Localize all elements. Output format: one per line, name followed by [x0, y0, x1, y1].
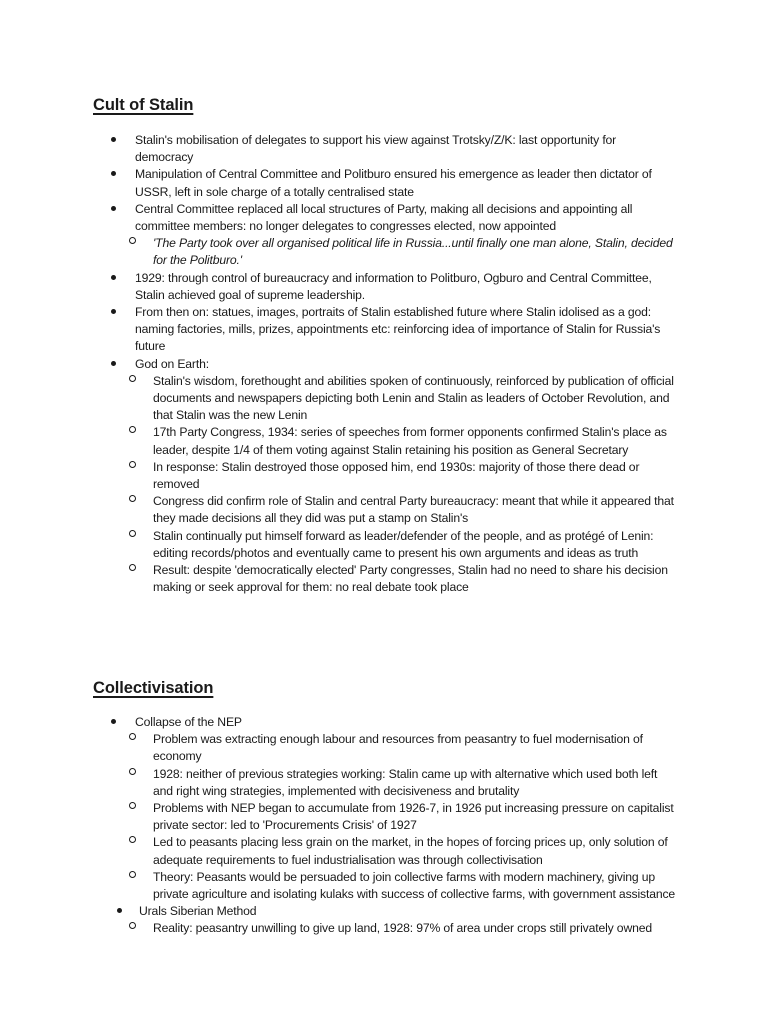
bullet-text: Problems with NEP began to accumulate from 1926-7, in 1926 put increasing pressure on capitalist private sector: led to 'Procurements Crisis' of 1927 — [153, 801, 674, 833]
filled-bullet-icon — [111, 132, 116, 149]
bullet-text: Led to peasants placing less grain on the market, in the hopes of forcing prices up, only solution of adequate requirements to fuel industrialisation was through collectivisation — [153, 835, 668, 867]
sub-bullet-item — [0, 920, 678, 937]
filled-bullet-icon — [111, 270, 116, 287]
sub-bullet-item — [0, 459, 678, 493]
bullet-text: In response: Stalin destroyed those opposed him, end 1930s: majority of those there dead or removed — [153, 459, 640, 492]
sub-bullet-item — [0, 731, 678, 765]
hollow-bullet-icon — [129, 424, 136, 441]
section-heading-collectivisation: Collectivisation — [93, 679, 214, 697]
cult-of-stalin-list — [0, 132, 768, 596]
filled-bullet-icon — [111, 356, 116, 373]
hollow-bullet-icon — [129, 235, 136, 252]
sub-bullet-item — [0, 493, 678, 527]
bullet-item — [0, 356, 675, 373]
hollow-bullet-icon — [129, 562, 136, 579]
bullet-text: From then on: statues, images, portraits of Stalin established future where Stalin idolised as a god: naming factories, mills, prizes, appointments etc: reinforcing idea of importance of Stalin for Russia's future — [135, 305, 661, 354]
sub-bullet-item — [0, 373, 678, 425]
sub-bullet-item — [0, 800, 678, 834]
hollow-bullet-icon — [129, 834, 136, 851]
hollow-bullet-icon — [129, 528, 136, 545]
bullet-text: Congress did confirm role of Stalin and central Party bureaucracy: meant that while it appeared that they made decisions all they did was put a stamp on Stalin's — [153, 494, 674, 526]
bullet-text: Stalin's wisdom, forethought and abilities spoken of continuously, reinforced by publication of official documents and newspapers depicting both Lenin and Stalin as leaders of October Revolution, and that Stalin was the new Lenin — [153, 373, 674, 423]
bullet-text: Result: despite 'democratically elected' Party congresses, Stalin had no need to share his decision making or seek approval for them: no real debate took place — [153, 563, 668, 595]
filled-bullet-icon — [111, 201, 116, 218]
sub-bullet-item — [0, 528, 678, 562]
bullet-text: 17th Party Congress, 1934: series of speeches from former opponents confirmed Stalin's place as leader, despite 1/4 of them voting against Stalin retaining his position as General Secretary — [153, 425, 667, 457]
bullet-item — [0, 166, 675, 200]
bullet-text: Theory: Peasants would be persuaded to join collective farms with modern machinery, giving up private agriculture and isolating kulaks with success of collective farms, with government assistance — [153, 869, 676, 902]
bullet-text: Central Committee replaced all local structures of Party, making all decisions and appointing all committee members: no longer delegates to congresses elected, now appointed — [135, 201, 633, 234]
sub-bullet-item — [0, 235, 678, 269]
collectivisation-list — [0, 714, 768, 938]
bullet-text: Urals Siberian Method — [139, 904, 257, 919]
hollow-bullet-icon — [129, 800, 136, 817]
sub-bullet-item — [0, 869, 678, 903]
hollow-bullet-icon — [129, 766, 136, 783]
bullet-item — [0, 270, 675, 304]
bullet-text: Stalin's mobilisation of delegates to support his view against Trotsky/Z/K: last opportunity for democracy — [135, 133, 617, 165]
sub-bullet-item — [0, 834, 678, 868]
hollow-bullet-icon — [129, 731, 136, 748]
hollow-bullet-icon — [129, 373, 136, 390]
hollow-bullet-icon — [129, 459, 136, 476]
bullet-text: Manipulation of Central Committee and Politburo ensured his emergence as leader then dictator of USSR, left in sole charge of a totally centralised state — [135, 167, 652, 199]
bullet-item — [0, 903, 675, 920]
filled-bullet-icon — [111, 714, 116, 731]
hollow-bullet-icon — [129, 493, 136, 510]
bullet-text: 1928: neither of previous strategies working: Stalin came up with alternative which used both left and right wing strategies, implemented with decisiveness and brutality — [153, 766, 658, 798]
hollow-bullet-icon — [129, 869, 136, 886]
bullet-text: Collapse of the NEP — [135, 715, 242, 729]
hollow-bullet-icon — [129, 920, 136, 937]
sub-bullet-item — [0, 766, 678, 800]
sub-bullet-item — [0, 562, 678, 596]
section-heading-cult-of-stalin: Cult of Stalin — [93, 96, 194, 114]
filled-bullet-icon — [117, 903, 122, 920]
bullet-text: Problem was extracting enough labour and resources from peasantry to fuel modernisation of economy — [153, 732, 643, 764]
filled-bullet-icon — [111, 166, 116, 183]
filled-bullet-icon — [111, 304, 116, 321]
bullet-item — [0, 201, 675, 235]
sub-bullet-item — [0, 424, 678, 458]
bullet-text: 1929: through control of bureaucracy and information to Politburo, Ogburo and Central Committee, Stalin achieved goal of supreme leadership. — [135, 270, 652, 302]
bullet-item — [0, 304, 675, 356]
bullet-text: Stalin continually put himself forward as leader/defender of the people, and as protégé of Lenin: editing records/photos and eventually came to present his own arguments and ideas as truth — [153, 528, 654, 560]
bullet-item — [0, 714, 675, 731]
bullet-text: God on Earth: — [135, 356, 209, 371]
bullet-text: Reality: peasantry unwilling to give up land, 1928: 97% of area under crops still privately owned — [153, 921, 652, 936]
bullet-item — [0, 132, 675, 166]
bullet-text: 'The Party took over all organised political life in Russia...until finally one man alone, Stalin, decided for the Politburo.' — [153, 236, 673, 268]
